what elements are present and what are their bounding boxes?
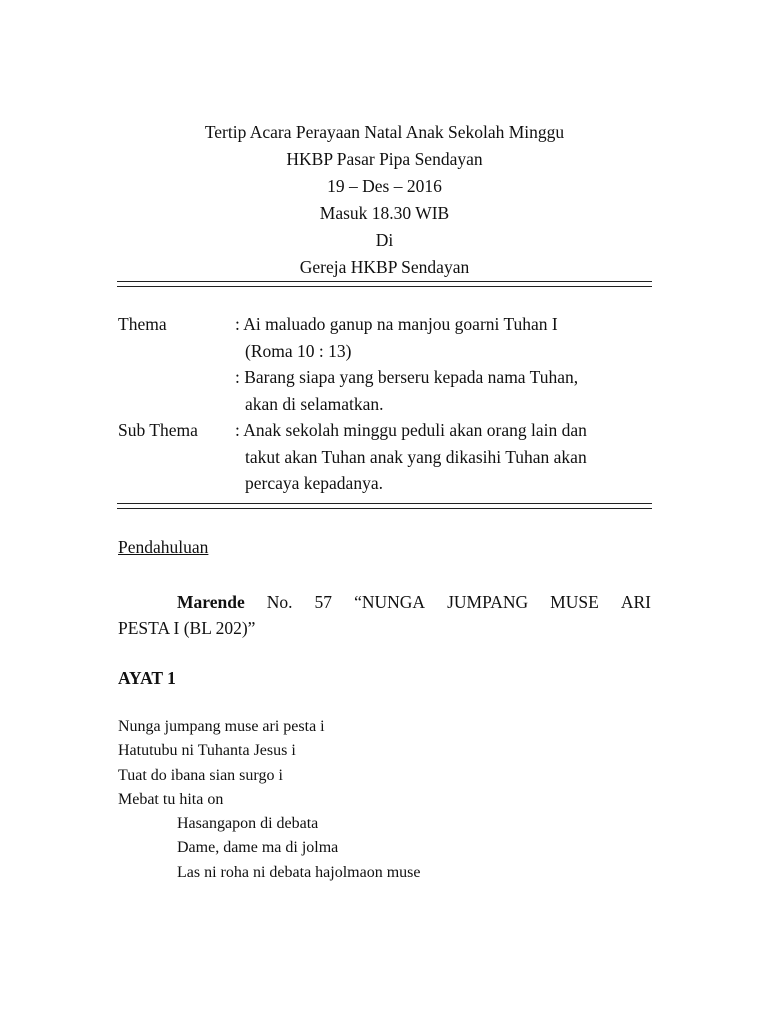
song-word: JUMPANG bbox=[447, 592, 529, 612]
verse-line: Tuat do ibana sian surgo i bbox=[118, 766, 283, 784]
document-header bbox=[117, 119, 652, 281]
song-word: Marende bbox=[177, 592, 245, 612]
song-intro bbox=[118, 589, 651, 641]
verse-line: Nunga jumpang muse ari pesta i bbox=[118, 718, 325, 735]
section-title-pendahuluan: Pendahuluan bbox=[118, 537, 209, 557]
song-word: No. bbox=[266, 592, 293, 612]
verse-line: Hatutubu ni Tuhanta Jesus i bbox=[118, 742, 296, 760]
verse-line: Mebat tu hita on bbox=[118, 790, 224, 808]
double-divider-top bbox=[117, 281, 652, 287]
song-word: “NUNGA bbox=[354, 592, 426, 612]
refrain-line: Dame, dame ma di jolma bbox=[177, 839, 339, 857]
header-church: HKBP Pasar Pipa Sendayan bbox=[286, 149, 483, 169]
sub-thema-line: takut akan Tuhan anak yang dikasihi Tuhan akan bbox=[245, 446, 587, 467]
thema-label: Thema bbox=[118, 314, 167, 334]
ayat-title: AYAT 1 bbox=[118, 668, 176, 688]
thema-line: : Barang siapa yang berseru kepada nama Tuhan, bbox=[235, 367, 579, 387]
thema-line: : Ai maluado ganup na manjou goarni Tuhan I bbox=[235, 314, 558, 334]
song-intro-line1 bbox=[118, 589, 651, 615]
header-venue: Gereja HKBP Sendayan bbox=[299, 257, 470, 277]
song-intro-line2: PESTA I (BL 202)” bbox=[118, 618, 256, 638]
verse-block bbox=[118, 715, 420, 885]
sub-thema-line: : Anak sekolah minggu peduli akan orang lain dan bbox=[235, 420, 587, 440]
song-word: MUSE bbox=[550, 592, 599, 612]
refrain-line: Hasangapon di debata bbox=[177, 815, 319, 833]
song-word: 57 bbox=[314, 592, 333, 612]
sub-thema-value bbox=[235, 417, 655, 497]
refrain-line: Las ni roha ni debata hajolmaon muse bbox=[177, 863, 421, 881]
header-date: 19 – Des – 2016 bbox=[327, 176, 442, 196]
header-title: Tertip Acara Perayaan Natal Anak Sekolah Minggu bbox=[204, 122, 565, 142]
double-divider-bottom bbox=[117, 503, 652, 509]
sub-thema-label: Sub Thema bbox=[118, 420, 198, 440]
header-time: Masuk 18.30 WIB bbox=[319, 203, 450, 223]
sub-thema-line: percaya kepadanya. bbox=[245, 473, 383, 493]
thema-line: akan di selamatkan. bbox=[245, 393, 384, 414]
header-di: Di bbox=[375, 230, 394, 250]
thema-line: (Roma 10 : 13) bbox=[245, 340, 352, 361]
thema-value bbox=[235, 311, 655, 417]
song-word: ARI bbox=[620, 592, 651, 612]
